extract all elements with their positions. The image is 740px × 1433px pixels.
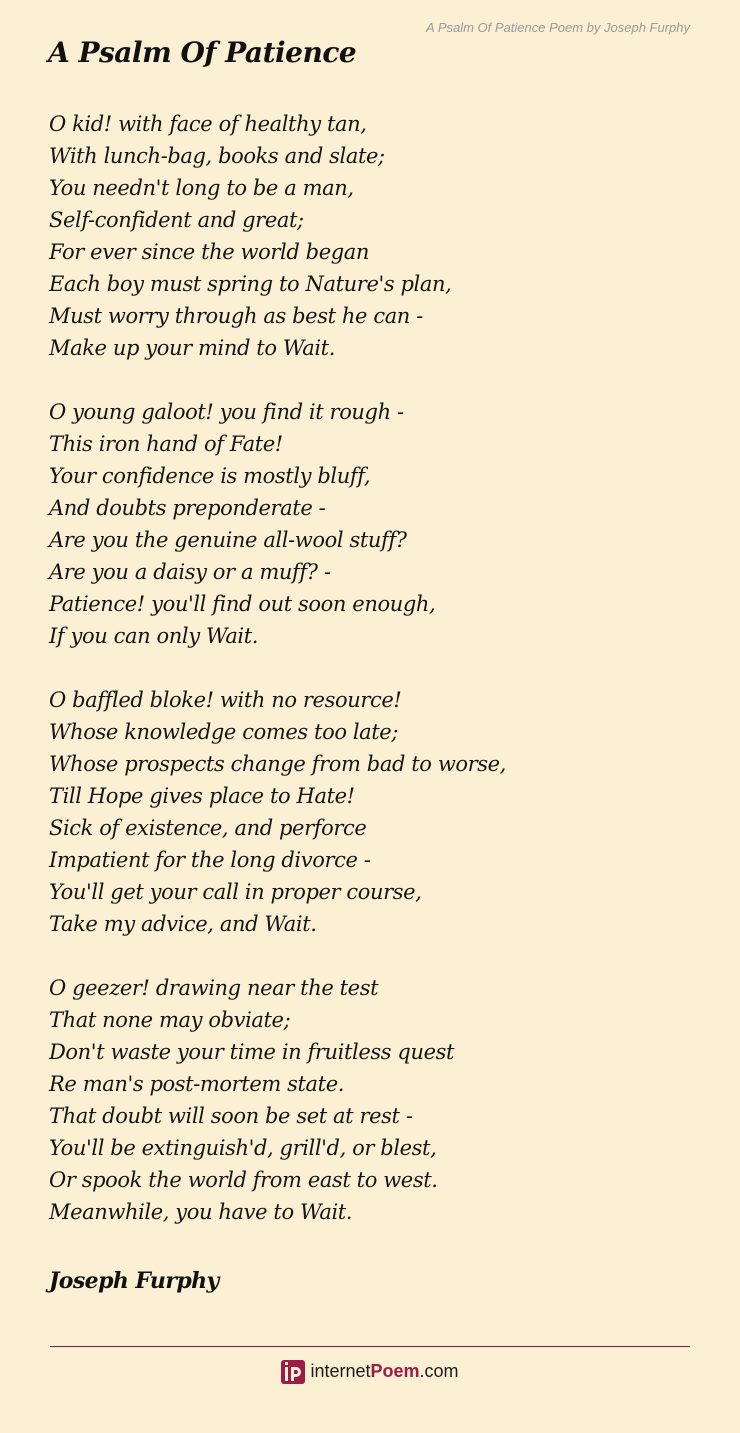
poem-line: This iron hand of Fate! — [49, 432, 283, 456]
stanza — [49, 396, 709, 652]
poem-line: Patience! you'll find out soon enough, — [49, 592, 436, 616]
footer-divider — [50, 1346, 690, 1347]
poem-line: If you can only Wait. — [49, 624, 259, 648]
stanza — [49, 684, 709, 940]
poem-line: O geezer! drawing near the test — [49, 976, 379, 1000]
brand-accent: Poem — [370, 1360, 420, 1381]
poem-line: Are you a daisy or a muff? - — [49, 560, 331, 584]
poem-line: With lunch-bag, books and slate; — [49, 144, 385, 168]
poem-line: O young galoot! you find it rough - — [49, 400, 404, 424]
poem-line: O baffled bloke! with no resource! — [49, 688, 402, 712]
poem-line: Re man's post-mortem state. — [49, 1072, 345, 1096]
poem-line: Sick of existence, and perforce — [49, 816, 367, 840]
poem-line: That doubt will soon be set at rest - — [49, 1104, 413, 1128]
poem-body — [49, 108, 709, 1260]
poem-line: Or spook the world from east to west. — [49, 1168, 438, 1192]
brand-wordmark — [310, 1361, 458, 1382]
internetpoem-logo-icon — [281, 1358, 305, 1384]
internetpoem-home-link[interactable] — [0, 1358, 740, 1384]
poem-line: Each boy must spring to Nature's plan, — [49, 272, 452, 296]
poem-line: Whose prospects change from bad to worse, — [49, 752, 506, 776]
header-caption: A Psalm Of Patience Poem by Joseph Furphy — [426, 20, 690, 35]
poem-line: Must worry through as best he can - — [49, 304, 423, 328]
poem-line: Take my advice, and Wait. — [49, 912, 317, 936]
poem-line: You'll get your call in proper course, — [49, 880, 422, 904]
poem-line: You'll be extinguish'd, grill'd, or blest, — [49, 1136, 437, 1160]
poem-line: That none may obviate; — [49, 1008, 291, 1032]
poem-line: Self-confident and great; — [49, 208, 304, 232]
poem-title: A Psalm Of Patience — [48, 36, 357, 69]
stanza — [49, 108, 709, 364]
poem-line: Are you the genuine all-wool stuff? — [49, 528, 407, 552]
poem-line: Till Hope gives place to Hate! — [49, 784, 355, 808]
poem-line: Don't waste your time in fruitless quest — [49, 1040, 455, 1064]
poem-line: Impatient for the long divorce - — [49, 848, 371, 872]
poem-line: Make up your mind to Wait. — [49, 336, 335, 360]
poem-line: O kid! with face of healthy tan, — [49, 112, 367, 136]
brand-suffix: .com — [419, 1360, 459, 1381]
poem-line: And doubts preponderate - — [49, 496, 326, 520]
poem-line: For ever since the world began — [49, 240, 370, 264]
poem-author: Joseph Furphy — [49, 1268, 219, 1294]
stanza — [49, 972, 709, 1228]
poem-line: Whose knowledge comes too late; — [49, 720, 399, 744]
poem-line: Meanwhile, you have to Wait. — [49, 1200, 353, 1224]
brand-prefix: internet — [310, 1360, 371, 1381]
poem-line: You needn't long to be a man, — [49, 176, 354, 200]
poem-line: Your confidence is mostly bluff, — [49, 464, 371, 488]
